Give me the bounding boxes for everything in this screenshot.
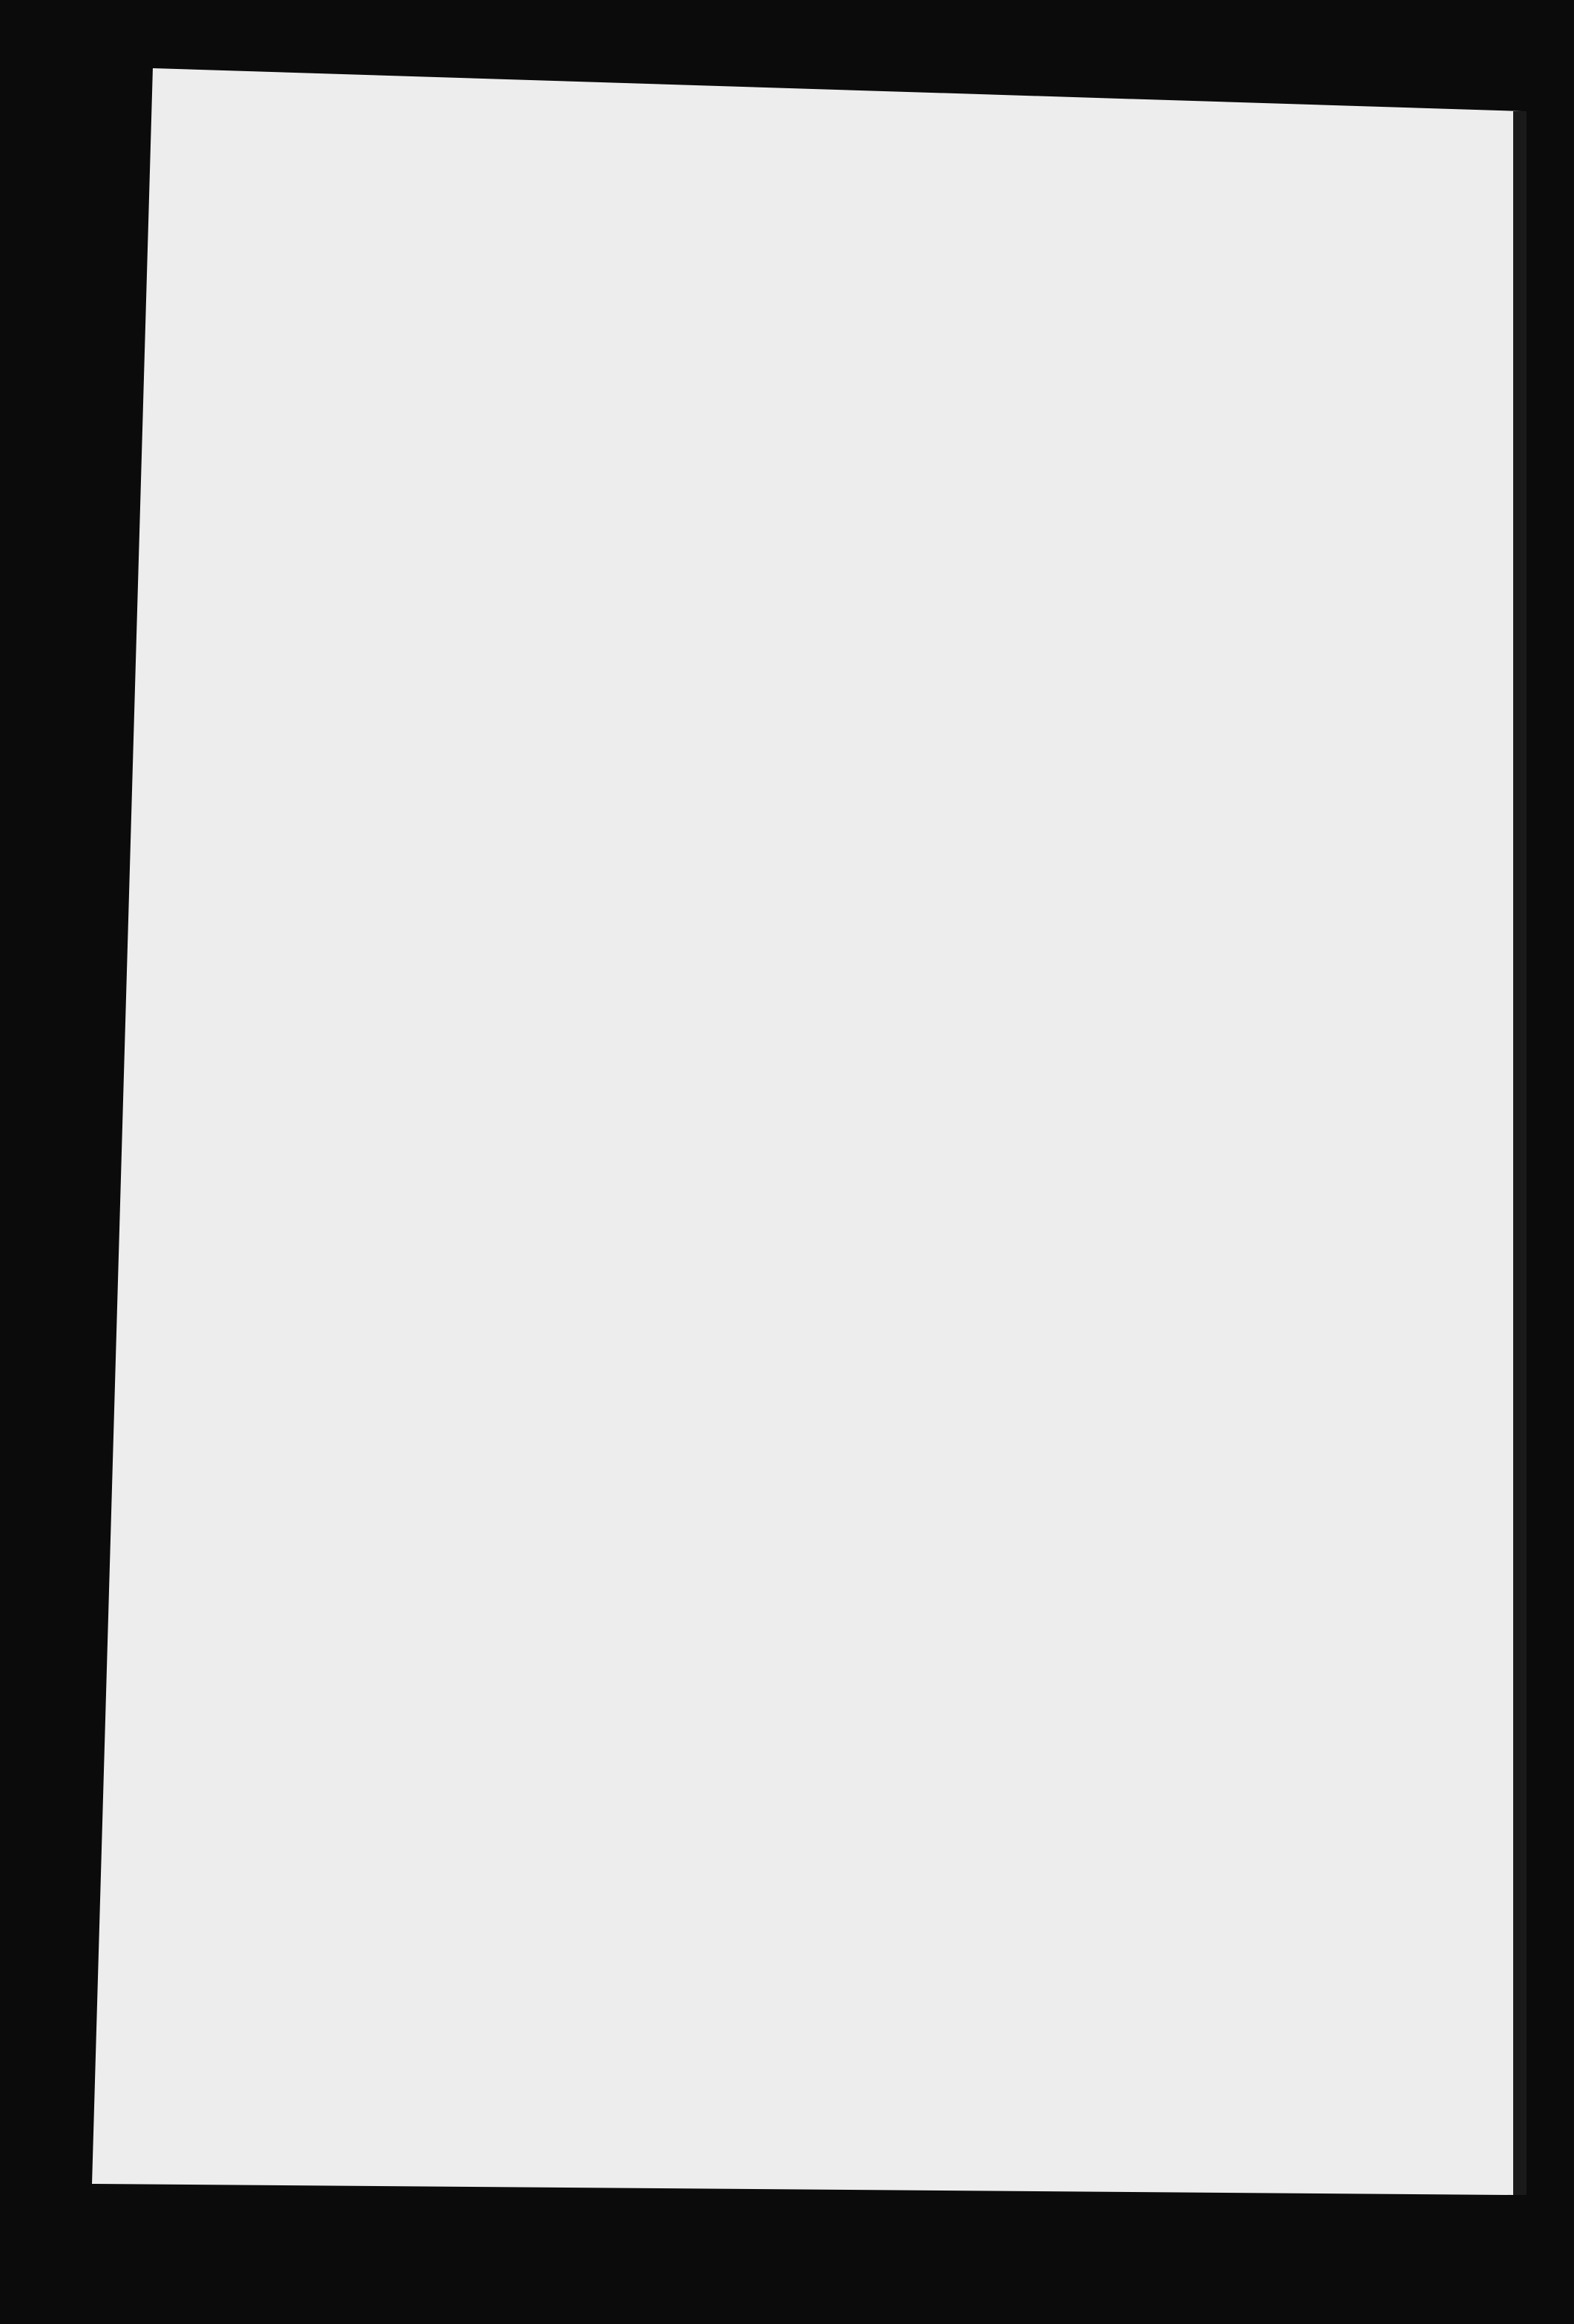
body-paragraphs [498,408,1384,419]
facing-page-edge [1513,111,1527,2195]
